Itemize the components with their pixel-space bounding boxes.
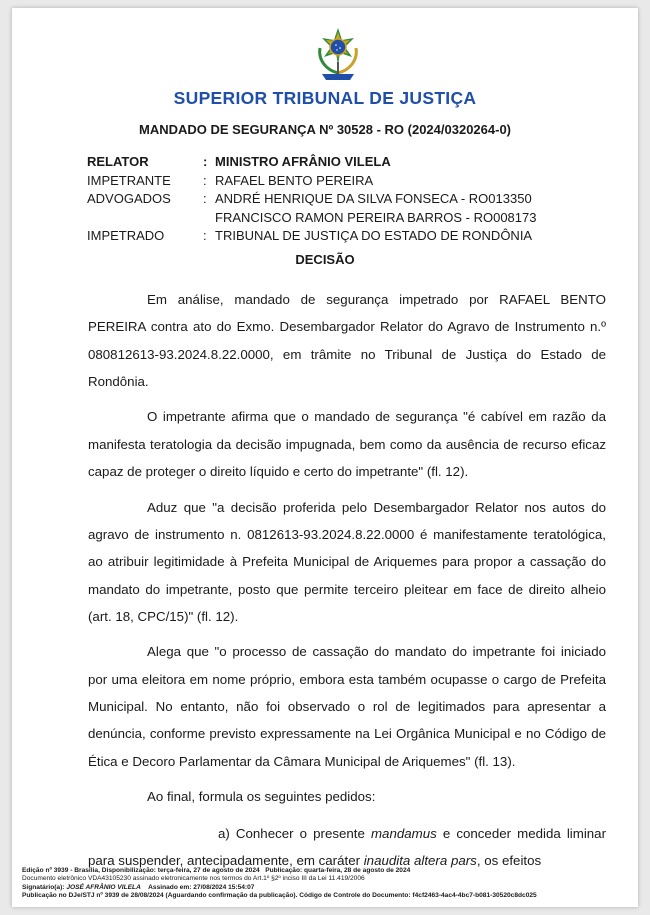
footer-line-1: Edição nº 3939 - Brasília, Disponibilização: terça-feira, 27 de agosto de 2024 Publicação: quarta-feira, 28 de agosto de 2024 — [22, 867, 411, 874]
paragraph-1: Em análise, mandado de segurança impetrado por RAFAEL BENTO PEREIRA contra ato do Exmo. Desembargador Relator do Agravo de Instrumento n.º 080812613-93.2024.8.22.0000, em trâmite no Tribunal de Justiça do Estado de Rondônia. — [88, 292, 606, 389]
party-row-impetrado — [87, 227, 536, 246]
italic-inaudita: inaudita altera pars — [363, 853, 477, 869]
case-title: MANDADO DE SEGURANÇA Nº 30528 - RO (2024/0320264-0) — [139, 122, 511, 137]
paragraph-5: Ao final, formula os seguintes pedidos: — [147, 789, 376, 805]
impetrado-value: TRIBUNAL DE JUSTIÇA DO ESTADO DE RONDÔNIA — [215, 228, 533, 243]
advogado-2: FRANCISCO RAMON PEREIRA BARROS - RO008173 — [215, 209, 537, 225]
parties-block — [87, 153, 536, 246]
separator: : — [203, 172, 207, 188]
footer-line-2: Documento eletrônico VDA43105230 assinado eletronicamente nos termos do Art.1º §2º inciso III da Lei 11.419/2006 — [22, 875, 365, 883]
advogados-label: ADVOGADOS — [87, 191, 171, 206]
paragraph-2: O impetrante afirma que o mandado de segurança "é cabível em razão da manifesta teratologia da decisão impugnada, bem como da ausência de recurso eficaz capaz de proteger o direito líquido e certo do impetrante" (fl. 12). — [88, 409, 606, 480]
decision-title: DECISÃO — [295, 252, 355, 267]
footer-line-3: Signatário(a): JOSÉ AFRÂNIO VILELA Assinado em: 27/08/2024 15:54:07 — [22, 883, 255, 891]
brazil-coat-of-arms-icon — [312, 26, 364, 84]
relator-label: RELATOR — [87, 154, 149, 169]
party-row-impetrante — [87, 172, 536, 191]
party-row-relator — [87, 153, 536, 172]
advogado-1: ANDRÉ HENRIQUE DA SILVA FONSECA - RO013350 — [215, 191, 532, 206]
publication-footer — [22, 867, 634, 901]
court-name: SUPERIOR TRIBUNAL DE JUSTIÇA — [173, 88, 477, 108]
separator: : — [203, 191, 207, 206]
paragraph-3: Aduz que "a decisão proferida pelo Desembargador Relator nos autos do agravo de instrumento n. 0812613-93.2024.8.22.0000 é manifestamente teratológica, ao atribuir legitimidade à Prefeita Municipal de Ariquemes para propor a cassação do mandato do impetrante, posto que permite terceiro pleitear em face de direito alheio (art. 18, CPC/15)" (fl. 12). — [88, 499, 606, 624]
paragraph-4: Alega que "o processo de cassação do mandato do impetrante foi iniciado por uma eleitora em nome próprio, embora esta também ocupasse o cargo de Prefeita Municipal. No entanto, não foi observado o rol de legitimados para apresentar a denúncia, conforme previsto expressamente na Lei Orgânica Municipal e no Código de Ética e Decoro Parlamentar da Câmara Municipal de Ariquemes" (fl. 13). — [88, 644, 606, 769]
impetrado-label: IMPETRADO — [87, 228, 165, 243]
separator: : — [203, 228, 207, 243]
italic-mandamus: mandamus — [370, 825, 437, 841]
request-item-a: a) Conhecer o presente mandamus e conceder medida liminar para suspender, antecipadamente, em caráter inaudita altera pars, os efeitos — [88, 825, 606, 869]
footer-line-4: Publicação no DJe/STJ nº 3939 de 28/08/2024 (Aguardando confirmação da publicação). Código de Controle do Documento: f4cf2463-4ac4-4bc7-b081-30520c8dc025 — [22, 892, 537, 900]
impetrante-label: IMPETRANTE — [87, 172, 171, 188]
impetrante-value: RAFAEL BENTO PEREIRA — [215, 172, 374, 188]
party-row-advogados — [87, 190, 536, 209]
party-row-advogado-2 — [87, 209, 536, 228]
document-page — [12, 8, 638, 907]
separator: : — [203, 154, 208, 169]
relator-value: MINISTRO AFRÂNIO VILELA — [215, 154, 391, 169]
decision-body — [88, 286, 606, 874]
